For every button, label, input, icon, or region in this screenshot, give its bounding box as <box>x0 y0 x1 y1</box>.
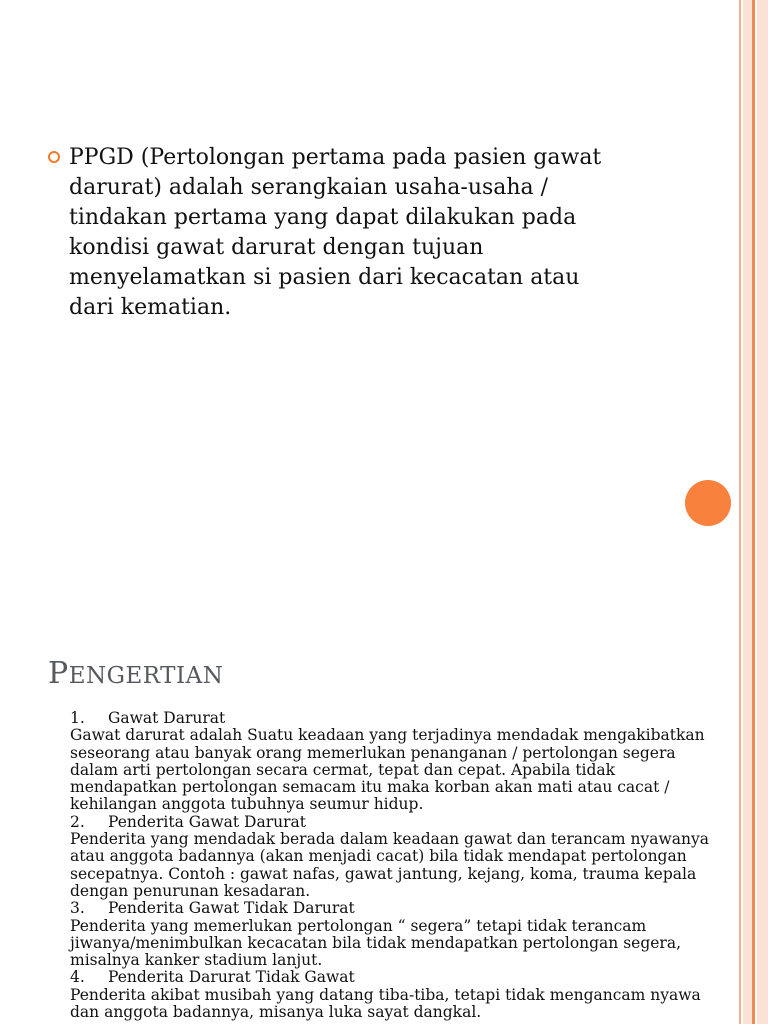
item-line: Penderita yang memerlukan pertolongan “ segera” tetapi tidak terancam <box>70 916 647 935</box>
slide1-bullet-text <box>69 143 648 323</box>
item-line: secepatnya. Contoh : gawat nafas, gawat jantung, kejang, koma, trauma kepala <box>70 864 697 883</box>
item-heading <box>70 814 765 831</box>
item-number: 4. <box>70 968 85 987</box>
item-line: misalnya kanker stadium lanjut. <box>70 951 323 970</box>
item-heading-text: Gawat Darurat <box>108 709 226 727</box>
bullet-line: menyelamatkan si pasien dari kecacatan atau <box>69 265 580 290</box>
item-heading-text: Penderita Gawat Darurat <box>108 812 306 831</box>
item-heading-text: Penderita Darurat Tidak Gawat <box>108 968 355 987</box>
orange-circle-decoration <box>685 480 731 526</box>
item-line: Penderita akibat musibah yang datang tiba-tiba, tetapi tidak mengancam nyawa <box>70 985 701 1004</box>
item-line: jiwanya/menimbulkan kecacatan bila tidak mendapatkan pertolongan segera, <box>70 933 682 952</box>
item-line: dalam arti pertolongan secara cermat, tepat dan cepat. Apabila tidak <box>70 760 616 779</box>
item-line: dengan penurunan kesadaran. <box>70 881 311 900</box>
item-heading <box>70 710 765 727</box>
bullet-line: dari kematian. <box>69 295 232 320</box>
bullet-line: darurat) adalah serangkaian usaha-usaha / <box>69 175 549 200</box>
item-line: atau anggota badannya (akan menjadi cacat) bila tidak mendapat pertolongan <box>70 847 687 866</box>
slide2-content <box>70 710 765 1021</box>
bullet-line: PPGD (Pertolongan pertama pada pasien gawat <box>69 145 602 170</box>
item-line: dan anggota badannya, misanya luka sayat dangkal. <box>70 1003 482 1022</box>
item-heading <box>70 900 765 917</box>
item-line: seseorang atau banyak orang memerlukan penanganan / pertolongan segera <box>70 743 676 762</box>
item-line: Penderita yang mendadak berada dalam keadaan gawat dan terancam nyawanya <box>70 830 709 849</box>
item-line: kehilangan anggota tubuhnya seumur hidup. <box>70 795 424 814</box>
title-initial: P <box>48 656 69 691</box>
bullet-line: kondisi gawat darurat dengan tujuan <box>69 235 484 260</box>
item-number: 2. <box>70 812 85 831</box>
item-heading <box>70 969 765 986</box>
item-line: mendapatkan pertolongan semacam itu maka korban akan mati atau cacat / <box>70 778 670 797</box>
item-line: Gawat darurat adalah Suatu keadaan yang terjadinya mendadak mengakibatkan <box>70 726 705 745</box>
item-number: 1. <box>70 709 85 727</box>
bullet-line: tindakan pertama yang dapat dilakukan pada <box>69 205 577 230</box>
circle-bullet-icon <box>48 151 60 163</box>
item-heading-text: Penderita Gawat Tidak Darurat <box>108 899 355 918</box>
item-number: 3. <box>70 899 85 918</box>
slide2-title <box>48 656 223 691</box>
title-rest: ENGERTIAN <box>68 663 224 689</box>
slide1-bullet <box>48 143 648 323</box>
